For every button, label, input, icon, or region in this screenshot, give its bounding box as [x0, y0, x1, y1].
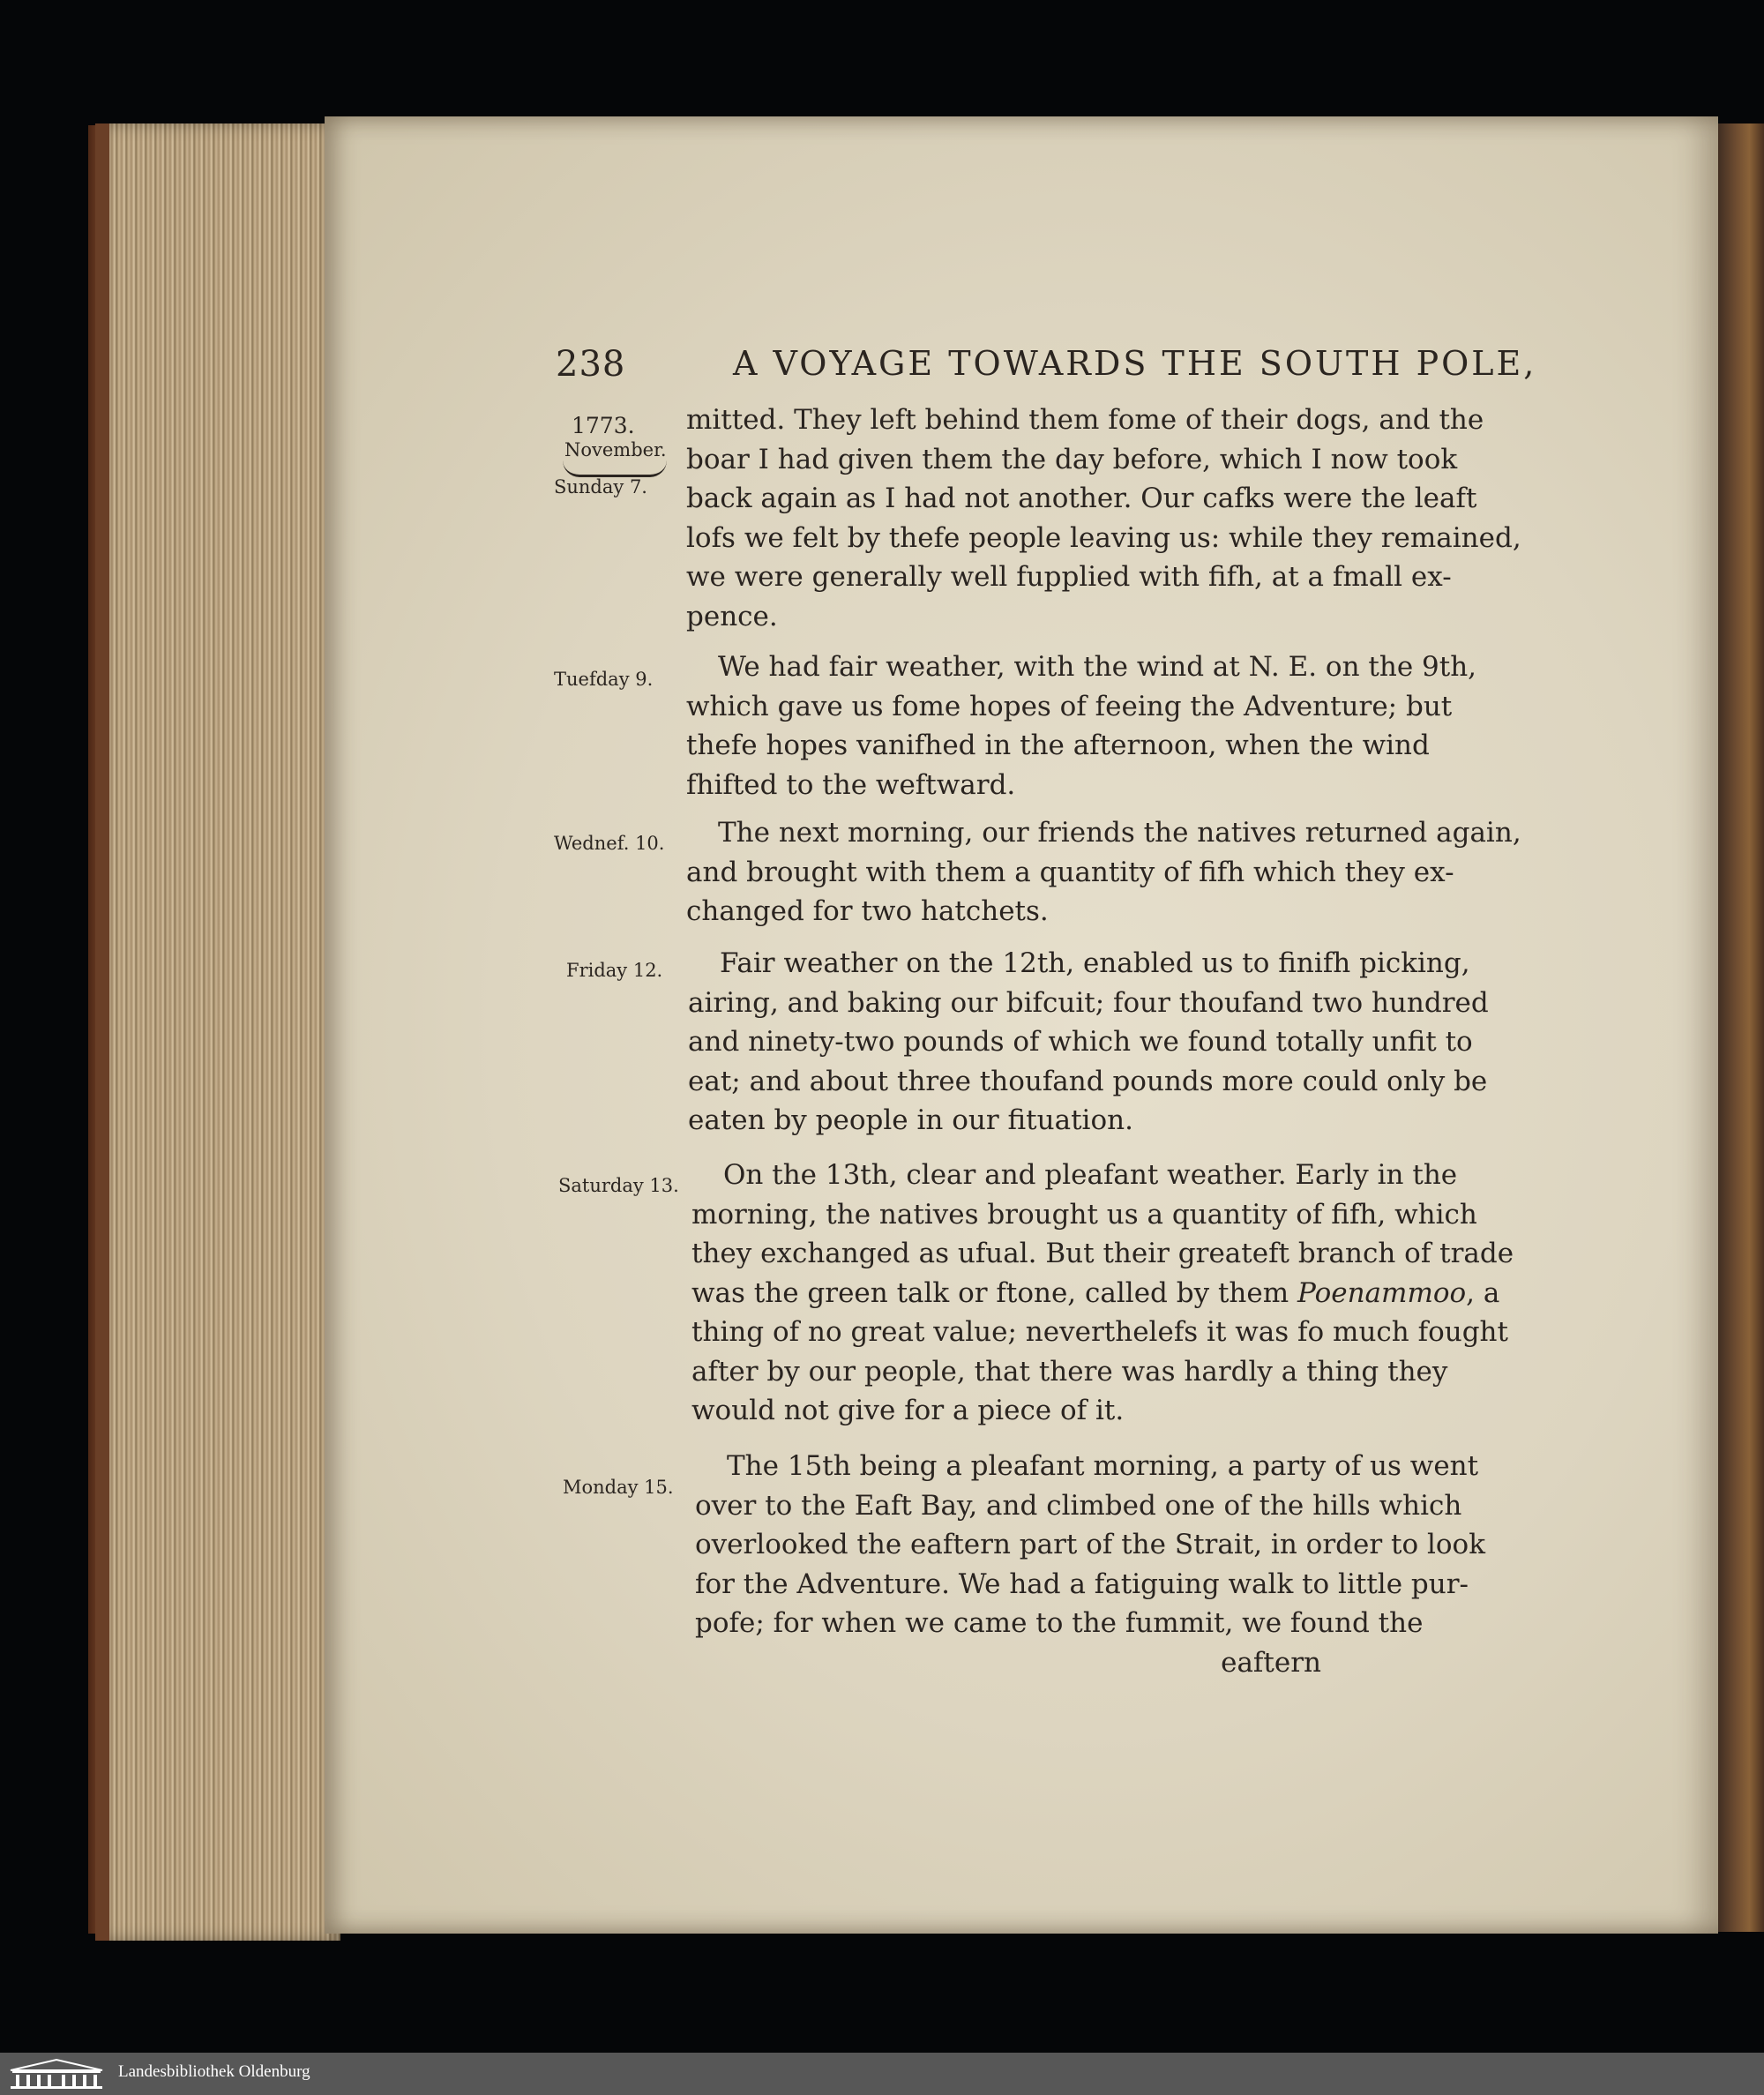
text-line: We had fair weather, with the wind at N. E. on the 9th, [718, 651, 1477, 683]
text-line: pofe; for when we came to the fummit, we found the [695, 1607, 1424, 1639]
text-line: changed for two hatchets. [686, 895, 1049, 927]
footer-bar [0, 2053, 1764, 2095]
margin-date: Wednef. 10. [554, 833, 665, 854]
catchword: eaftern [1221, 1646, 1321, 1679]
book-page [325, 116, 1718, 1934]
margin-date: Saturday 13. [558, 1175, 679, 1196]
text-line [691, 1274, 1500, 1313]
book-cover-right [1715, 123, 1764, 1932]
margin-date: Friday 12. [566, 960, 663, 981]
text-line: and ninety-two pounds of which we found totally unfit to [688, 1026, 1473, 1058]
margin-date: Monday 15. [563, 1477, 674, 1498]
text-line: airing, and baking our bifcuit; four thoufand two hundred [688, 986, 1489, 1019]
text-line: Fair weather on the 12th, enabled us to finifh picking, [720, 947, 1470, 979]
text-segment: , a [1466, 1276, 1500, 1309]
page-edges [95, 123, 340, 1941]
text-line: fhifted to the weftward. [686, 768, 1016, 801]
paragraph [686, 400, 1521, 636]
text-line: they exchanged as ufual. But their greateft branch of trade [691, 1238, 1514, 1269]
margin-date: Sunday 7. [554, 476, 647, 498]
page-header [325, 344, 1718, 406]
text-line: thing of no great value; neverthelefs it was fo much fought [691, 1316, 1508, 1348]
paragraph [691, 1156, 1514, 1431]
text-line: after by our people, that there was hardly a thing they [691, 1355, 1448, 1388]
margin-date: Tuefday 9. [554, 669, 654, 690]
text-line: over to the Eaft Bay, and climbed one of the hills which [695, 1489, 1462, 1522]
text-line: thefe hopes vanifhed in the afternoon, when the wind [686, 730, 1430, 761]
text-line: boar I had given them the day before, which I now took [686, 443, 1458, 475]
text-line: overlooked the eaftern part of the Strait, in order to look [695, 1529, 1486, 1560]
text-line: for the Adventure. We had a fatiguing walk to little pur- [695, 1568, 1469, 1600]
italic-word: Poenammoo [1297, 1276, 1467, 1309]
library-name: Landesbibliothek Oldenburg [118, 2062, 310, 2081]
text-line: On the 13th, clear and pleafant weather. Early in the [723, 1159, 1458, 1191]
paragraph [688, 944, 1489, 1141]
text-line: pence. [686, 600, 778, 632]
paragraph [686, 647, 1477, 804]
text-line: mitted. They left behind them fome of their dogs, and the [686, 404, 1484, 436]
text-line: back again as I had not another. Our cafks were the leaft [686, 483, 1477, 514]
running-title: A VOYAGE TOWARDS THE SOUTH POLE, [733, 344, 1537, 383]
text-line: The 15th being a pleafant morning, a party of us went [727, 1450, 1479, 1482]
text-line: would not give for a piece of it. [691, 1395, 1125, 1426]
library-building-icon [7, 2058, 106, 2090]
text-segment: was the green talk or ftone, called by them [691, 1276, 1289, 1309]
paragraph [686, 813, 1521, 932]
text-line: eaten by people in our fituation. [688, 1104, 1133, 1136]
paragraph [695, 1447, 1486, 1682]
text-line: The next morning, our friends the natives returned again, [718, 817, 1521, 849]
text-line: which gave us fome hopes of feeing the Adventure; but [686, 690, 1453, 722]
text-line: eat; and about three thoufand pounds more could only be [688, 1065, 1488, 1097]
margin-brace [563, 460, 667, 477]
text-line: and brought with them a quantity of fifh which they ex- [686, 856, 1454, 888]
text-line: morning, the natives brought us a quantity of fifh, which [691, 1198, 1477, 1231]
margin-month: November. [564, 439, 667, 460]
text-line: we were generally well fupplied with fifh, at a fmall ex- [686, 561, 1452, 593]
margin-year: 1773. [572, 413, 635, 438]
page-number: 238 [556, 344, 626, 385]
text-line: lofs we felt by thefe people leaving us: while they remained, [686, 521, 1521, 554]
